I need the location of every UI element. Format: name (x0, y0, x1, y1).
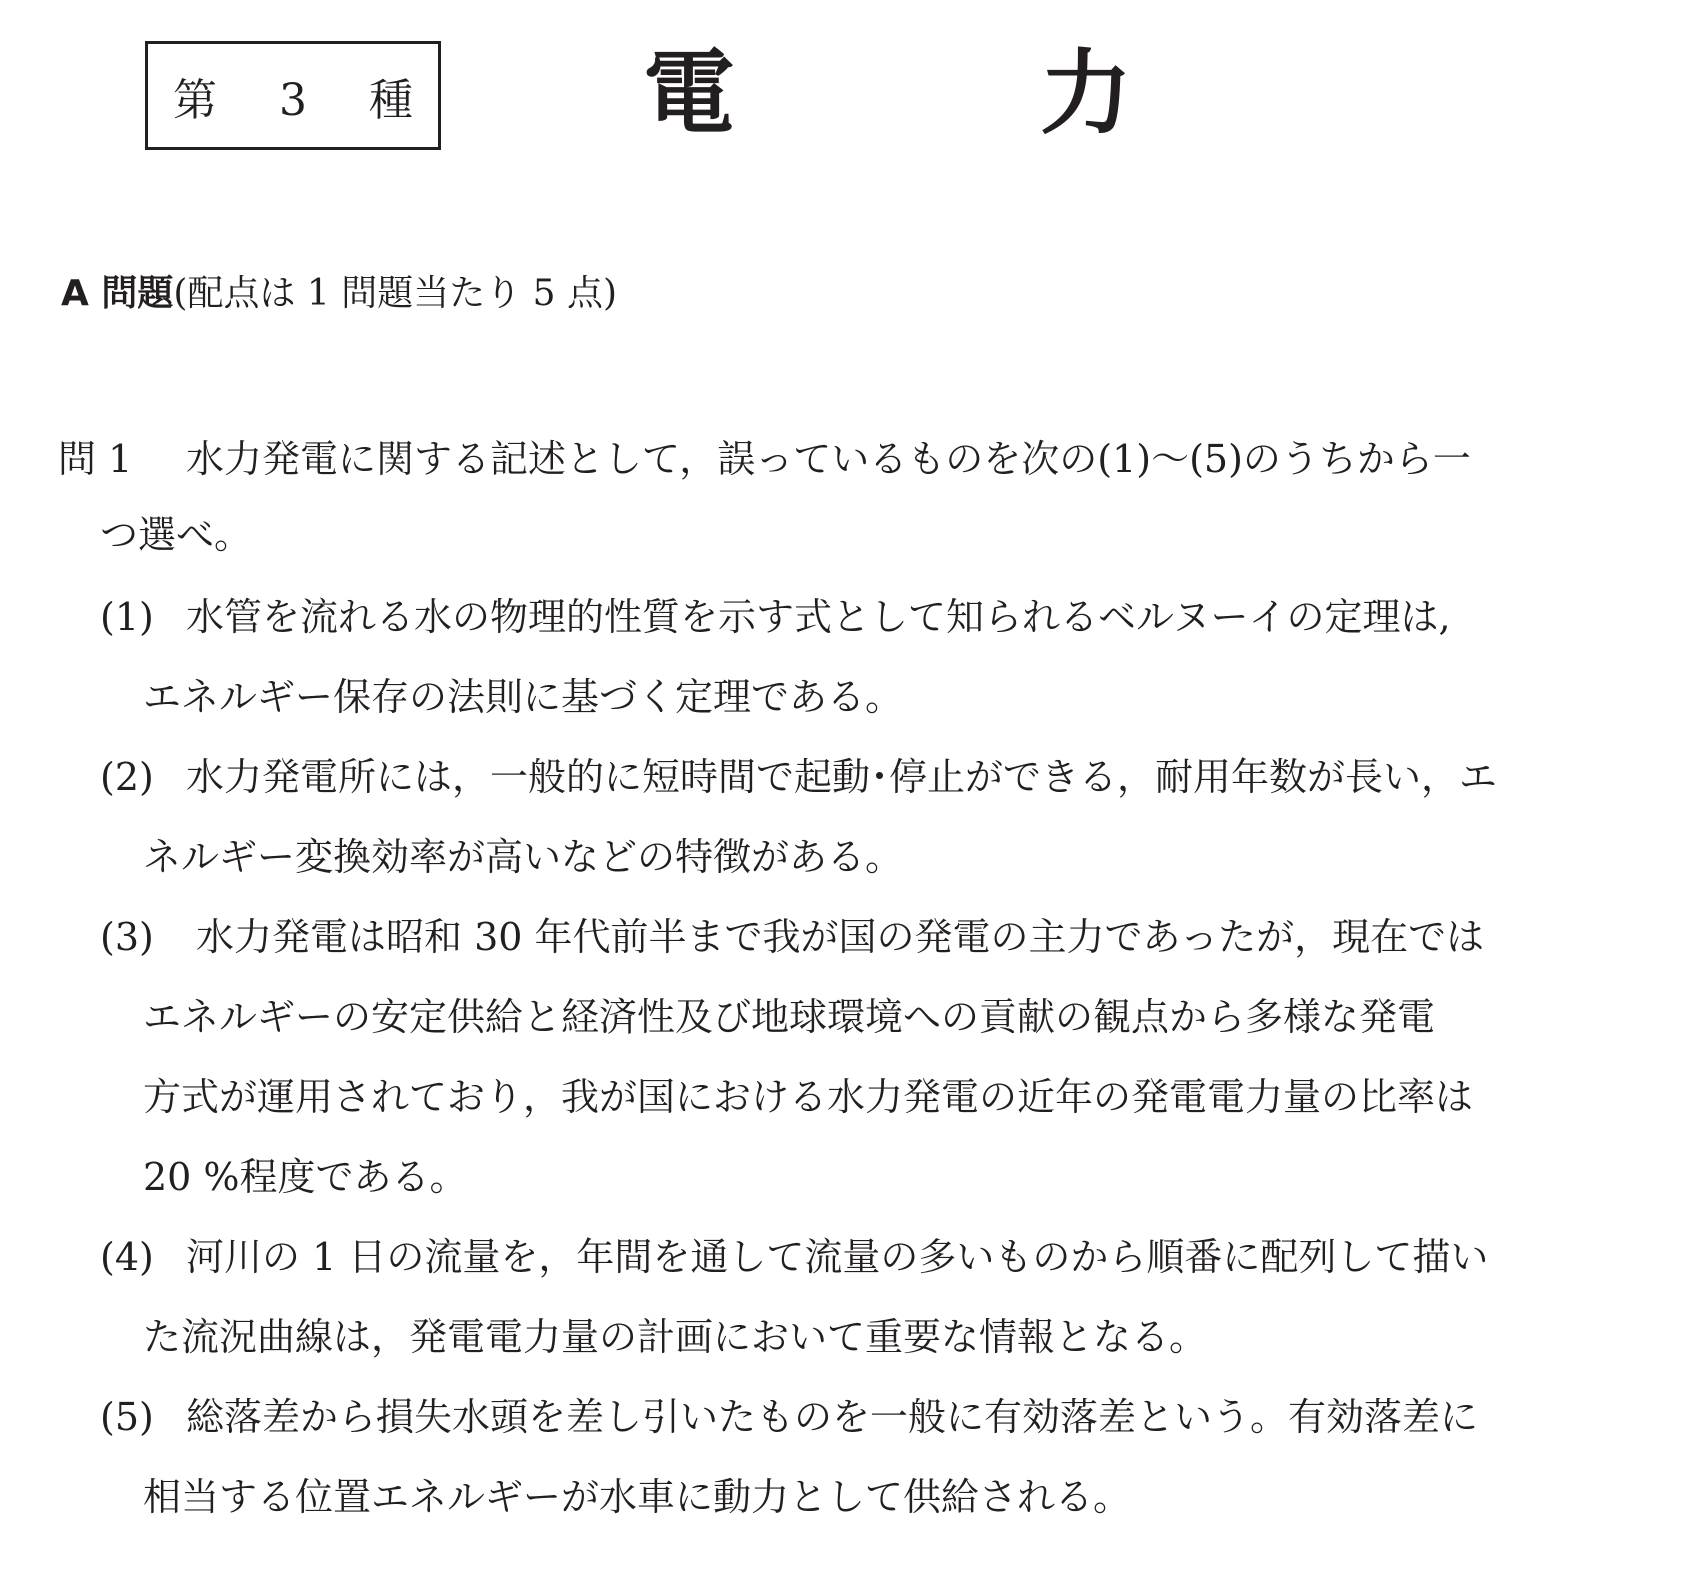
section-label: A 問題 (61, 273, 174, 314)
option-5-line-2: 相当する位置エネルギーが水車に動力として供給される。 (143, 1475, 1132, 1519)
grade-box (145, 41, 441, 150)
option-5-label: (5) (100, 1395, 154, 1439)
option-4-line-1: 河川の 1 日の流量を，年間を通して流量の多いものから順番に配列して描い (186, 1235, 1489, 1279)
option-1-line-2: エネルギー保存の法則に基づく定理である。 (143, 675, 904, 719)
subject-title-char-1: 電 (643, 40, 736, 147)
option-3-line-1: 水力発電は昭和 30 年代前半まで我が国の発電の主力であったが，現在では (196, 915, 1485, 959)
question-stem-line-1: 水力発電に関する記述として，誤っているものを次の(1)～(5)のうちから一 (186, 437, 1471, 481)
section-score-note: (配点は 1 問題当たり 5 点) (173, 273, 618, 314)
option-3-label: (3) (100, 915, 154, 959)
section-heading (61, 272, 617, 316)
option-1-line-1: 水管を流れる水の物理的性質を示す式として知られるベルヌーイの定理は, (186, 595, 1451, 639)
question-stem-line-2: つ選べ。 (100, 513, 253, 557)
option-4-line-2: た流況曲線は，発電電力量の計画において重要な情報となる。 (143, 1315, 1208, 1359)
question-number: 問 1 (58, 437, 133, 481)
option-1-label: (1) (100, 595, 154, 639)
option-4-label: (4) (100, 1235, 154, 1279)
option-3-line-4: 20 %程度である。 (143, 1155, 468, 1199)
grade-label: 第 3 種 (173, 74, 437, 126)
subject-title-char-2: 力 (1040, 40, 1133, 147)
option-2-label: (2) (100, 755, 154, 799)
option-3-line-3: 方式が運用されており，我が国における水力発電の近年の発電電力量の比率は (143, 1075, 1474, 1119)
option-2-line-1: 水力発電所には，一般的に短時間で起動･停止ができる，耐用年数が長い，エ (186, 755, 1498, 799)
option-3-line-2: エネルギーの安定供給と経済性及び地球環境への貢献の観点から多様な発電 (143, 995, 1436, 1039)
option-5-line-1: 総落差から損失水頭を差し引いたものを一般に有効落差という。有効落差に (186, 1395, 1479, 1439)
option-2-line-2: ネルギー変換効率が高いなどの特徴がある。 (143, 835, 904, 879)
